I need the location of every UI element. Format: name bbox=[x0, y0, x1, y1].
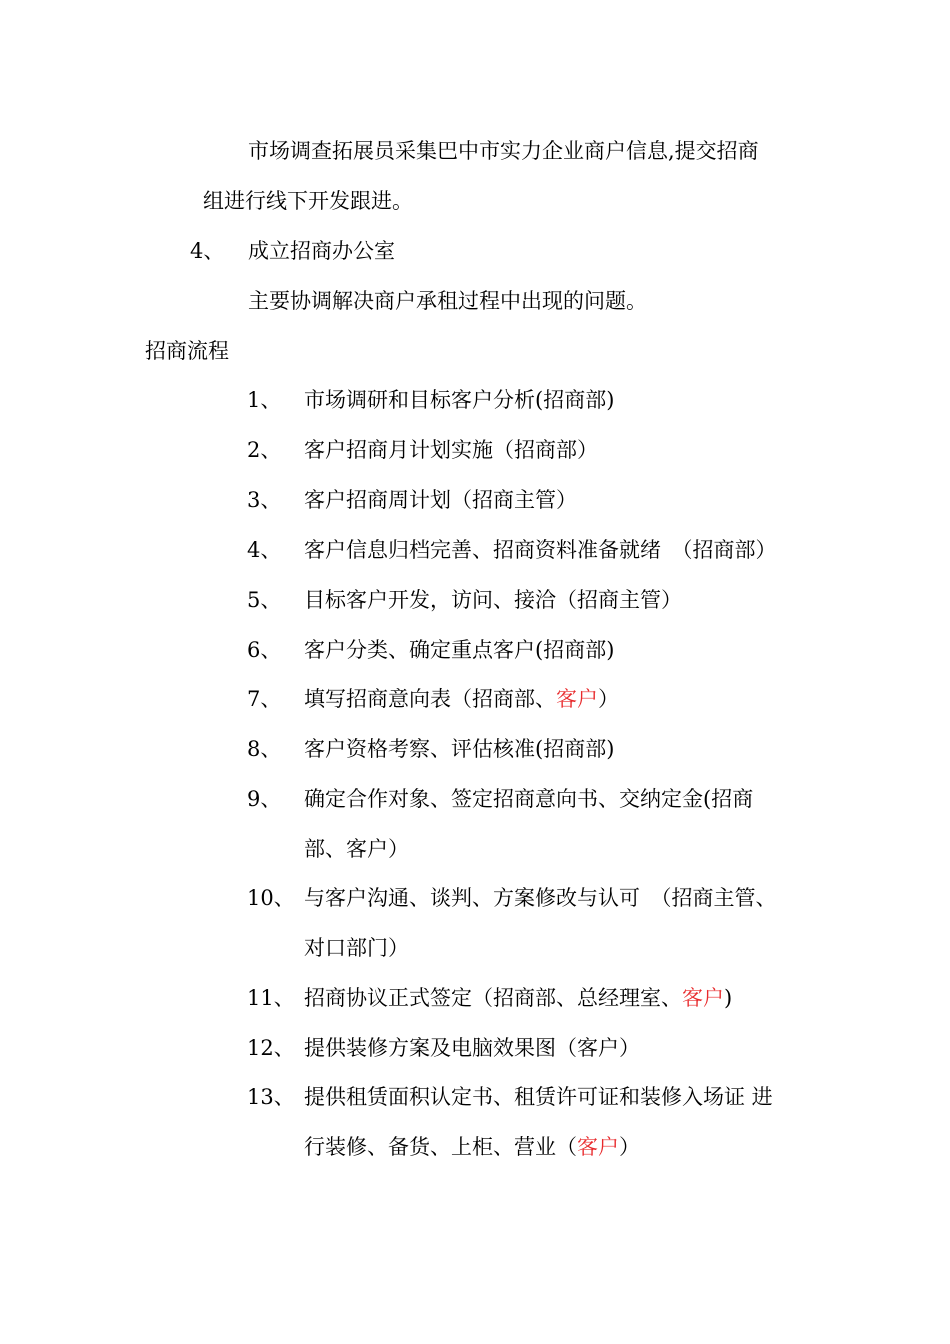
item4-title: 成立招商办公室 bbox=[248, 239, 395, 263]
step-11-text-b: ) bbox=[724, 986, 733, 1010]
process-heading: 招商流程 bbox=[145, 339, 229, 363]
step-10-text-cont: 对口部门） bbox=[304, 936, 409, 960]
step-13-cont-b: ） bbox=[619, 1135, 640, 1159]
step-13-text: 提供租赁面积认定书、租赁许可证和装修入场证 进 bbox=[304, 1085, 773, 1109]
item4-number: 4、 bbox=[190, 239, 225, 263]
step-11-number: 11、 bbox=[247, 986, 295, 1010]
step-13-number: 13、 bbox=[247, 1085, 295, 1109]
step-7-text-a: 填写招商意向表（招商部、 bbox=[304, 687, 556, 711]
intro-line-2: 组进行线下开发跟进。 bbox=[203, 189, 413, 213]
step-8-text: 客户资格考察、评估核准(招商部) bbox=[304, 737, 615, 761]
step-13-cont-a: 行装修、备货、上柜、营业（ bbox=[304, 1135, 577, 1159]
step-9-text: 确定合作对象、签定招商意向书、交纳定金(招商 bbox=[304, 787, 754, 811]
step-7-highlight: 客户 bbox=[556, 687, 598, 711]
step-3-text: 客户招商周计划（招商主管） bbox=[304, 488, 577, 512]
step-13-highlight: 客户 bbox=[577, 1135, 619, 1159]
step-9-text-cont: 部、客户） bbox=[304, 837, 409, 861]
step-5-text: 目标客户开发，访问、接洽（招商主管） bbox=[304, 588, 682, 612]
step-7-text-b: ） bbox=[598, 687, 619, 711]
step-12-number: 12、 bbox=[247, 1036, 295, 1060]
step-11-text bbox=[304, 983, 732, 1013]
step-11-highlight: 客户 bbox=[682, 986, 724, 1010]
step-10-text: 与客户沟通、谈判、方案修改与认可 （招商主管、 bbox=[304, 886, 777, 910]
step-4-number: 4、 bbox=[247, 538, 282, 562]
step-7-number: 7、 bbox=[247, 687, 282, 711]
step-8-number: 8、 bbox=[247, 737, 282, 761]
step-2-text: 客户招商月计划实施（招商部） bbox=[304, 438, 598, 462]
step-3-number: 3、 bbox=[247, 488, 282, 512]
item4-desc: 主要协调解决商户承租过程中出现的问题。 bbox=[248, 289, 647, 313]
step-6-number: 6、 bbox=[247, 638, 282, 662]
step-2-number: 2、 bbox=[247, 438, 282, 462]
step-6-text: 客户分类、确定重点客户(招商部) bbox=[304, 638, 615, 662]
step-7-text bbox=[304, 684, 619, 714]
step-13-text-cont bbox=[304, 1132, 640, 1162]
step-10-number: 10、 bbox=[247, 886, 295, 910]
intro-line-1: 市场调查拓展员采集巴中市实力企业商户信息,提交招商 bbox=[248, 139, 759, 163]
step-4-text: 客户信息归档完善、招商资料准备就绪 （招商部） bbox=[304, 538, 777, 562]
step-11-text-a: 招商协议正式签定（招商部、总经理室、 bbox=[304, 986, 682, 1010]
step-1-text: 市场调研和目标客户分析(招商部) bbox=[304, 388, 615, 412]
step-1-number: 1、 bbox=[247, 388, 282, 412]
step-5-number: 5、 bbox=[247, 588, 282, 612]
step-12-text: 提供装修方案及电脑效果图（客户） bbox=[304, 1036, 640, 1060]
step-9-number: 9、 bbox=[247, 787, 282, 811]
